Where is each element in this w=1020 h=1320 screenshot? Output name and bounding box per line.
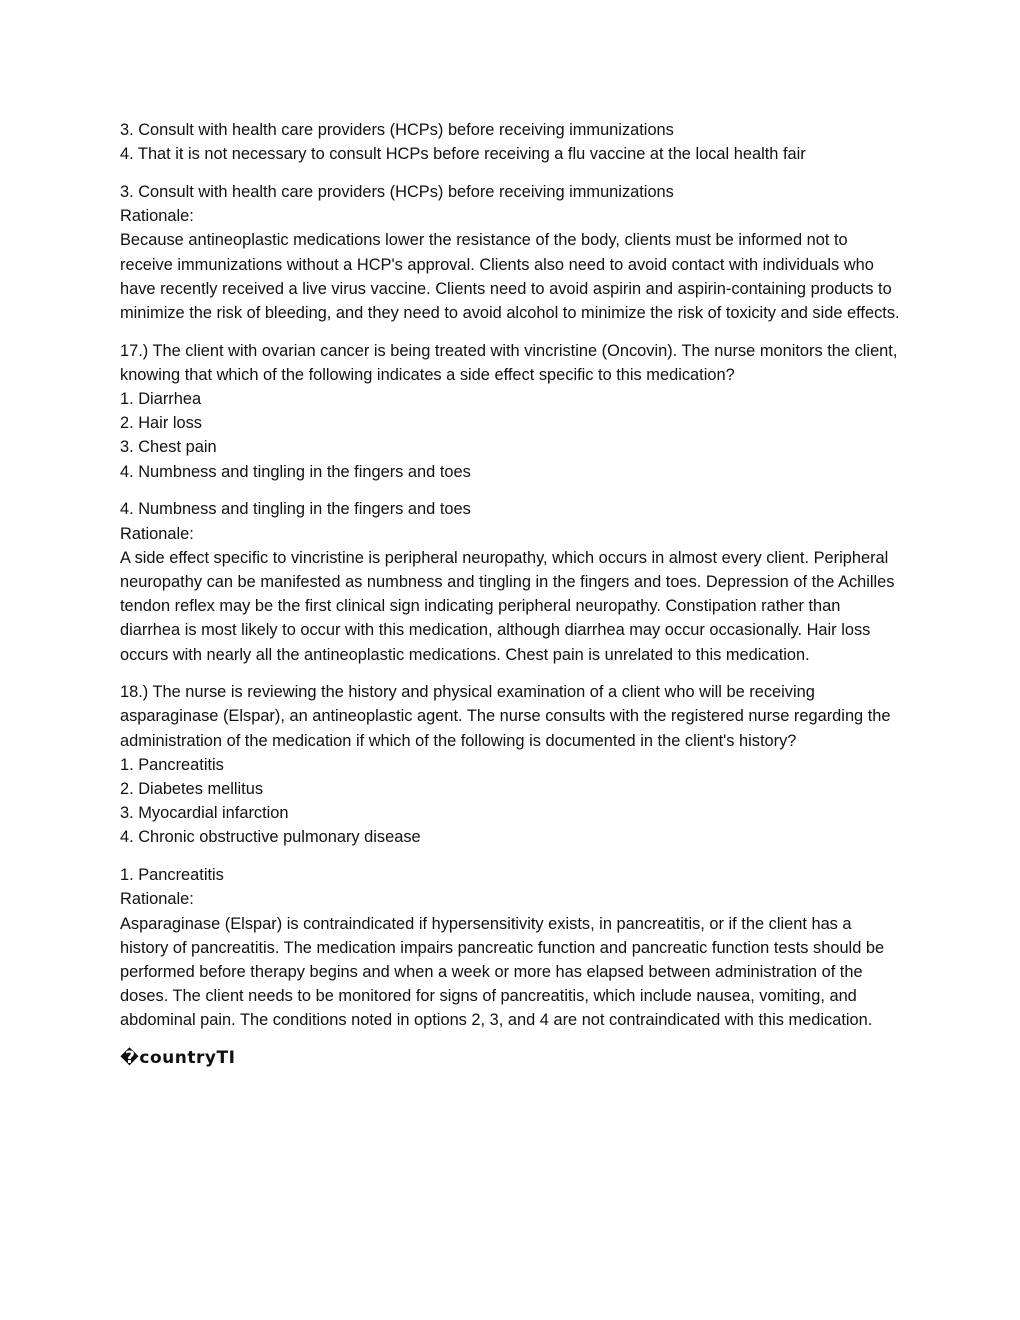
document-page: [120, 118, 900, 1070]
option-3: 3. Chest pain: [120, 438, 217, 457]
correct-answer: 3. Consult with health care providers (HCPs) before receiving immunizations: [120, 182, 674, 201]
rationale-text: Asparaginase (Elspar) is contraindicated if hypersensitivity exists, in pancreatitis, or if the client has a history of pancreatitis. The medication impairs pancreatic function and pancreatic function tests should be performed before therapy begins and when a week or more has elapsed between administration of the doses. The client needs to be monitored for signs of pancreatitis, which include nausea, vomiting, and abdominal pain. The conditions noted in options 2, 3, and 4 are not contraindicated with this medication.: [120, 914, 885, 1030]
q18-block: [120, 680, 900, 849]
correct-answer: 4. Numbness and tingling in the fingers and toes: [120, 500, 471, 519]
option-1: 1. Diarrhea: [120, 390, 202, 409]
q16-answer-block: [120, 180, 900, 325]
option-1: 1. Pancreatitis: [120, 755, 224, 774]
rationale-label: Rationale:: [120, 207, 194, 226]
option-3: 3. Consult with health care providers (HCPs) before receiving immunizations: [120, 121, 674, 139]
correct-answer: 1. Pancreatitis: [120, 866, 224, 885]
rationale-label: Rationale:: [120, 890, 194, 909]
question-text: 17.) The client with ovarian cancer is being treated with vincristine (Oncovin). The nurse monitors the client, knowing that which of the following indicates a side effect specific to this medication?: [120, 341, 898, 384]
rationale-text: A side effect specific to vincristine is peripheral neuropathy, which occurs in almost every client. Peripheral neuropathy can be manifested as numbness and tingling in the fingers and toes. Depression of the Achilles tendon reflex may be the first clinical sign indicating peripheral neuropathy. Constipation rather than diarrhea is most likely to occur with this medication, although diarrhea may occur occasionally. Hair loss occurs with nearly all the antineoplastic medications. Chest pain is unrelated to this medication.: [120, 548, 895, 664]
option-2: 2. Hair loss: [120, 414, 202, 433]
option-4: 4. Chronic obstructive pulmonary disease: [120, 828, 421, 847]
q18-answer-block: [120, 863, 900, 1032]
footer-glyphs: �countryTI: [120, 1048, 236, 1069]
q17-block: [120, 339, 900, 484]
rationale-label: Rationale:: [120, 524, 194, 543]
question-text: 18.) The nurse is reviewing the history and physical examination of a client who will be receiving asparaginase (Elspar), an antineoplastic agent. The nurse consults with the registered nurse regarding the administration of the medication if which of the following is documented in the client's history?: [120, 683, 891, 750]
q16-options-tail: [120, 118, 900, 166]
option-2: 2. Diabetes mellitus: [120, 780, 264, 799]
rationale-text: Because antineoplastic medications lower the resistance of the body, clients must be informed not to receive immunizations without a HCP's approval. Clients also need to avoid contact with individuals who have recently received a live virus vaccine. Clients need to avoid aspirin and aspirin-containing products to minimize the risk of bleeding, and they need to avoid alcohol to minimize the risk of toxicity and side effects.: [120, 231, 900, 322]
option-3: 3. Myocardial infarction: [120, 804, 289, 823]
q17-answer-block: [120, 497, 900, 666]
option-4: 4. That it is not necessary to consult HCPs before receiving a flu vaccine at the local health fair: [120, 145, 806, 164]
option-4: 4. Numbness and tingling in the fingers and toes: [120, 462, 471, 481]
